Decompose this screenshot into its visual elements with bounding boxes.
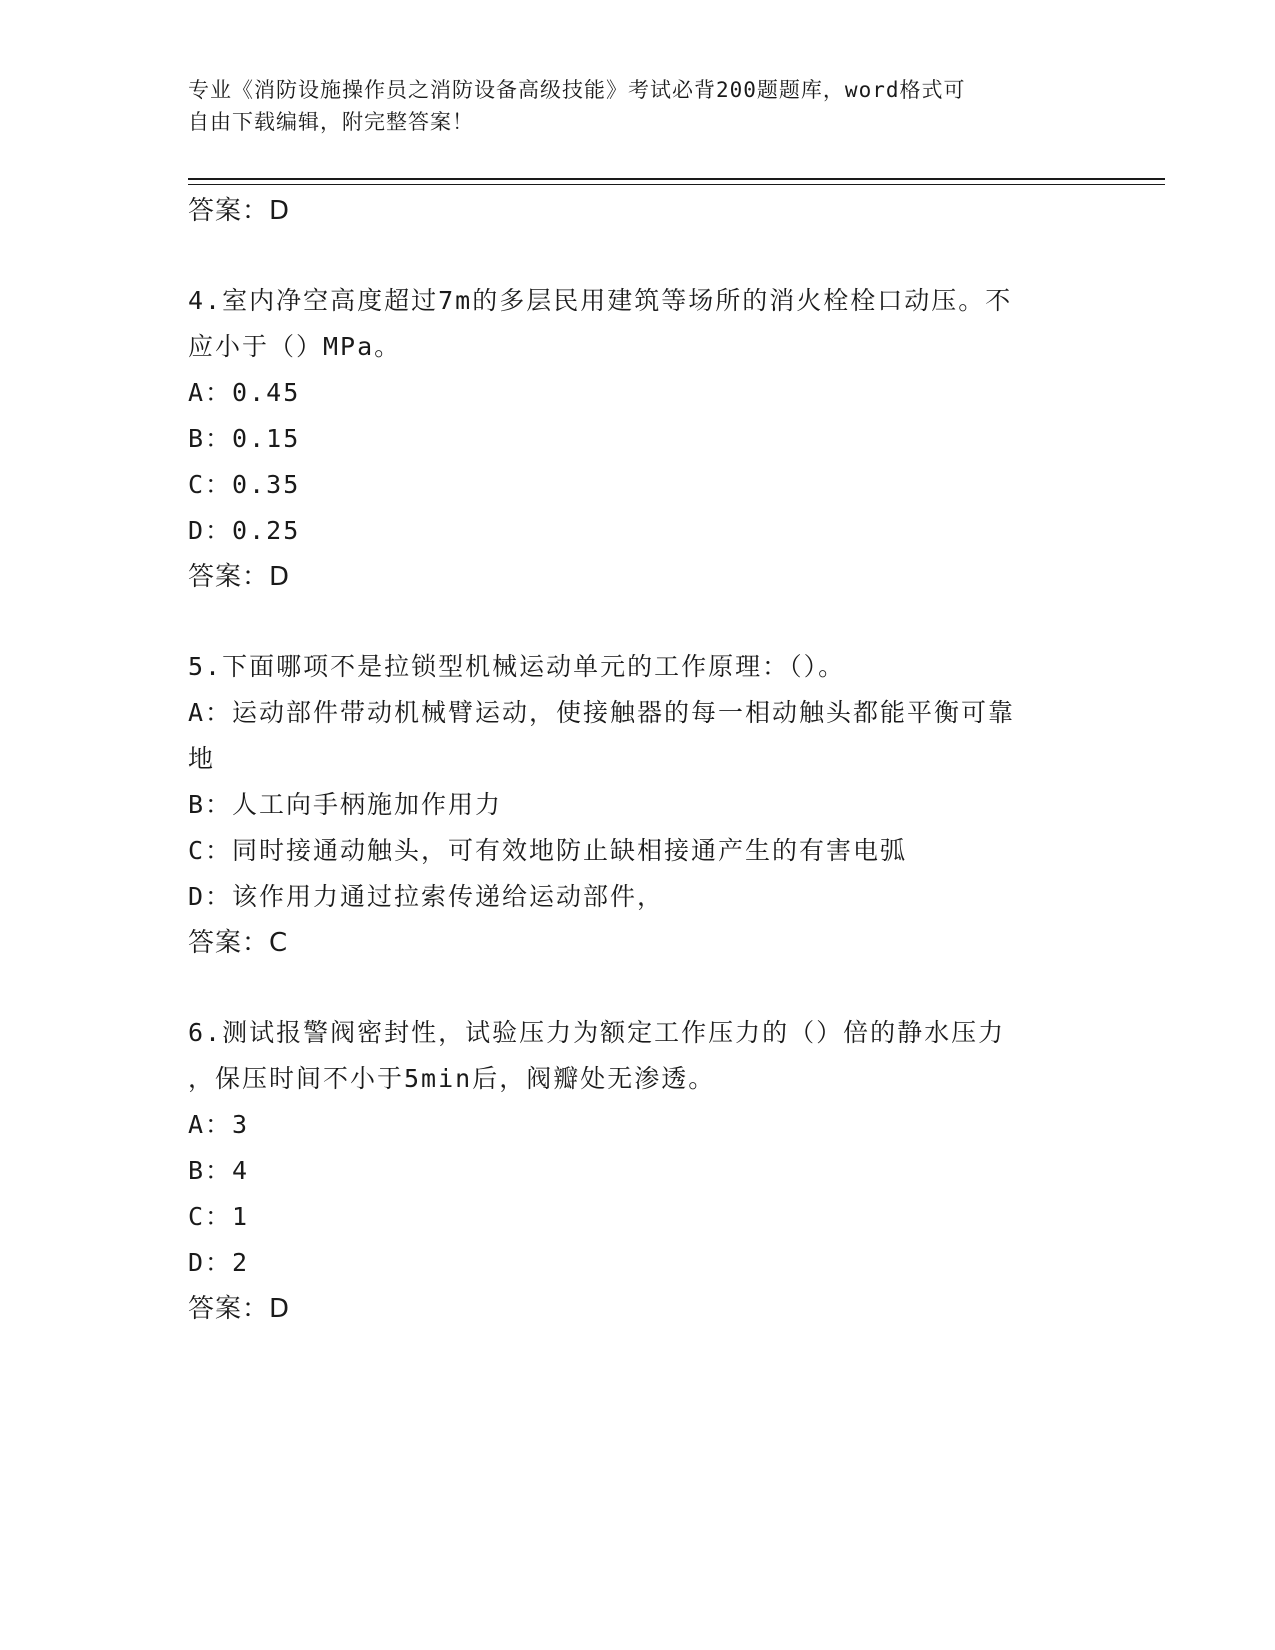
option-c: C：1: [188, 1202, 250, 1231]
answer-line: 答案：D: [188, 562, 291, 592]
option-a-continued: 地: [188, 744, 216, 773]
document-header: [188, 74, 1088, 138]
option-b: B：0.15: [188, 424, 301, 453]
answer-line: 答案：C: [188, 928, 289, 958]
option-a: A：3: [188, 1110, 250, 1139]
question-6: [188, 1010, 1088, 1332]
option-b: B：4: [188, 1156, 250, 1185]
question-stem: 6.测试报警阀密封性，试验压力为额定工作压力的（）倍的静水压力: [188, 1018, 1006, 1047]
question-4: [188, 278, 1088, 600]
header-line-2: 自由下载编辑，附完整答案！: [188, 110, 474, 134]
header-divider-thin: [188, 184, 1165, 185]
question-stem: 4.室内净空高度超过7m的多层民用建筑等场所的消火栓栓口动压。不: [188, 286, 1013, 315]
document-body: [188, 188, 1088, 1332]
option-d: D：该作用力通过拉索传递给运动部件，: [188, 882, 665, 911]
option-d: D：0.25: [188, 516, 301, 545]
option-a: A：运动部件带动机械臂运动，使接触器的每一相动触头都能平衡可靠: [188, 698, 1016, 727]
option-a: A：0.45: [188, 378, 301, 407]
option-d: D：2: [188, 1248, 250, 1277]
answer-line: 答案：D: [188, 1294, 291, 1324]
option-c: C：同时接通动触头，可有效地防止缺相接通产生的有害电弧: [188, 836, 908, 865]
question-stem-continued: 应小于（）MPa。: [188, 332, 402, 361]
header-divider-thick: [188, 178, 1165, 180]
option-c: C：0.35: [188, 470, 301, 499]
answer-line: 答案：D: [188, 196, 291, 226]
question-stem: 5.下面哪项不是拉锁型机械运动单元的工作原理：（）。: [188, 652, 846, 681]
question-5: [188, 644, 1088, 966]
header-line-1: 专业《消防设施操作员之消防设备高级技能》考试必背200题题库，word格式可: [188, 78, 966, 102]
question-stem-continued: ，保压时间不小于5min后，阀瓣处无渗透。: [188, 1064, 716, 1093]
option-b: B：人工向手柄施加作用力: [188, 790, 503, 819]
